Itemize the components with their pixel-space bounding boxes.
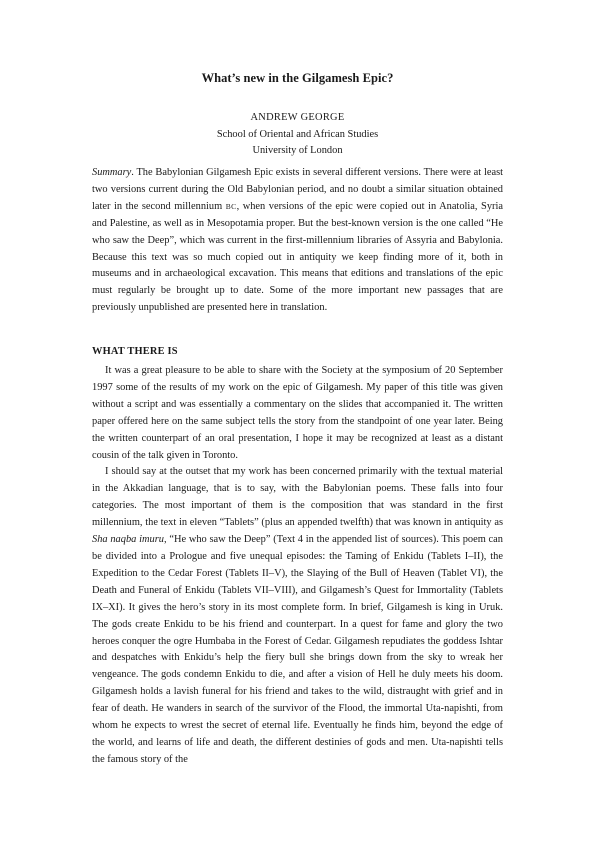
paper-title: What’s new in the Gilgamesh Epic? (201, 71, 394, 85)
summary-text-start: . The Babylonian Gilgamesh Epic exists in several different versions. There were at least two versions current during the Old Babylonian period, and no doubt a similar situation obtained later in the second millennium (92, 167, 503, 212)
summary-text-end: , when versions of the epic were copied out in Anatolia, Syria and Palestine, as well as in Mesopotamia proper. But the best-known version is the one called “He who saw the Deep”, which was current in the first-millennium libraries of Assyria and Babylonia. Because this text was so much copied out in antiquity we keep finding more of it, both in museums and in archaeological excavation. This means that editions and translations of the epic must regularly be brought up to date. Some of the more important new passages that are previously unpublished are presented here in translation. (92, 200, 503, 314)
author-block (0, 110, 595, 160)
paragraph-2-text-end: , “He who saw the Deep” (Text 4 in the appended list of sources). This poem can be divided into a Prologue and five unequal episodes: the Taming of Enkidu (Tablets I–II), the Expedition to the Cedar Forest (Tablets II–V), the Slaying of the Bull of Heaven (Tablet VI), the Death and Funeral of Enkidu (Tablets VII–VIII), and Gilgamesh’s Quest for Immortality (Tablets IX–XI). It gives the hero’s story in its most complete form. In brief, Gilgamesh is king in Uruk. The gods create Enkidu to be his friend and counterpart. In a quest for fame and glory the two heroes conquer the ogre Humbaba in the Forest of Cedar. Gilgamesh repudiates the goddess Ishtar and despatches with Enkidu’s help the fiery bull she brings down from the sky to wreak her vengeance. The gods condemn Enkidu to die, and after a vision of Hell he duly meets his doom. Gilgamesh holds a lavish funeral for his friend and takes to the wild, distraught with grief and in fear of death. He wanders in search of the survivor of the Flood, the immortal Uta-napishti, from whom he expects to wrest the secret of eternal life. Eventually he finds him, beyond the edge of the world, and learns of life and death, the different destinies of gods and men. Uta-napishti tells the famous story of the (92, 534, 503, 765)
summary-label: Summary (92, 167, 132, 178)
paragraph-2-text-start: I should say at the outset that my work has been concerned primarily with the textual material in the Akkadian language, that is to say, with the Babylonian poems. These falls into four categories. The most important of them is the composition that was standard in the first millennium, the text in eleven “Tablets” (plus an appended twelfth) that was known in antiquity as (92, 466, 503, 529)
body-paragraph-1: It was a great pleasure to be able to share with the Society at the symposium of 20 September 1997 some of the results of my work on the epic of Gilgamesh. My paper of this title was given without a script and was essentially a commentary on the slides that accompanied it. The written paper offered here on the same subject tells the story from the standpoint of one year later. Being the written counterpart of an oral presentation, I hope it may be recognized at least as a distant cousin of the talk given in Toronto. (92, 365, 503, 461)
author-name: ANDREW GEORGE (250, 112, 345, 123)
author-affiliation: School of Oriental and African Studies (216, 128, 379, 140)
summary-paragraph (92, 165, 503, 317)
body-paragraph-2 (92, 464, 503, 768)
summary-era-abbreviation: BC (225, 201, 237, 211)
paragraph-2-italic-title: Sha naqba imuru (92, 534, 164, 546)
body-text (92, 363, 503, 769)
section-heading: WHAT THERE IS (92, 346, 178, 357)
author-institution: University of London (252, 145, 343, 156)
